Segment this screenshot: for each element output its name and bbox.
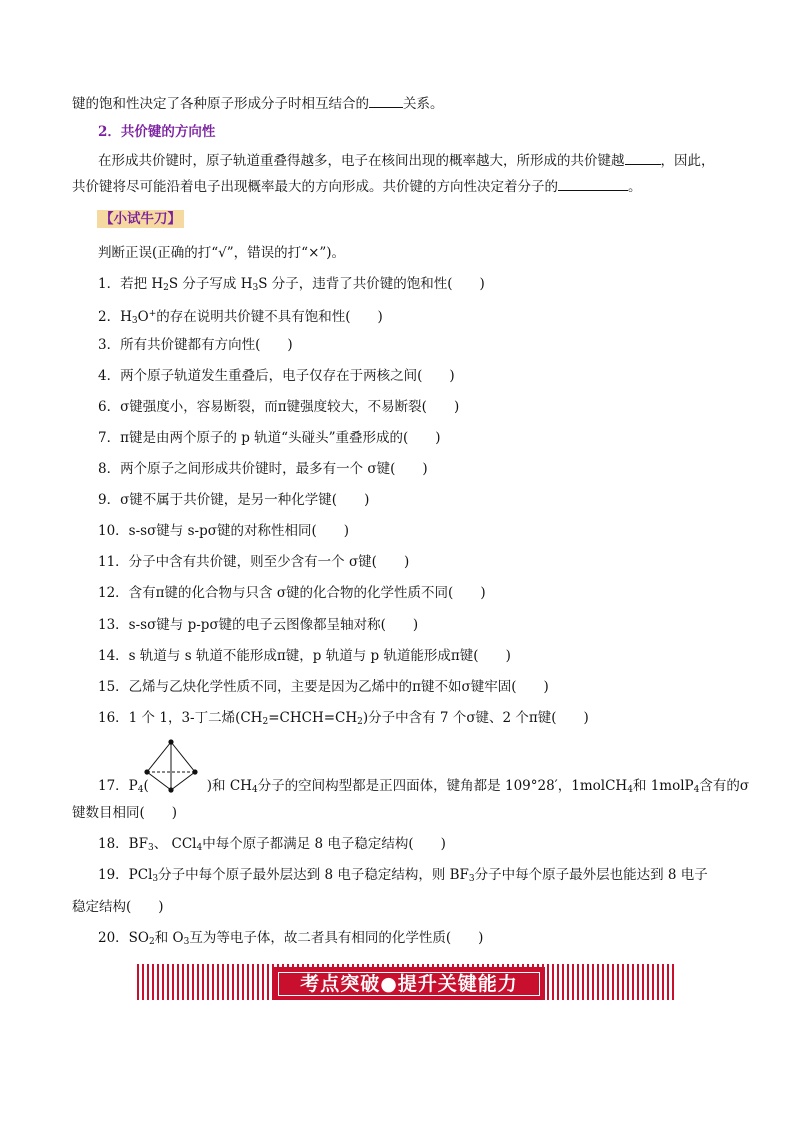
text-fragment: 。 <box>628 179 642 195</box>
text-fragment: ，因此， <box>660 153 715 169</box>
text-line <box>98 151 715 170</box>
question-item: 11．分子中含有共价键，则至少含有一个 σ键( ) <box>98 554 410 570</box>
question-item: 4．两个原子轨道发生重叠后，电子仅存在于两核之间( ) <box>98 368 455 384</box>
question-item: 6．σ键强度小，容易断裂，而π键强度较大，不易断裂( ) <box>98 399 460 415</box>
question-item: 9．σ键不属于共价键，是另一种化学键( ) <box>98 492 370 508</box>
answer-blank[interactable] <box>558 177 628 191</box>
text-line <box>72 177 642 196</box>
question-item-cont: 稳定结构( ) <box>72 899 164 915</box>
text-fragment: 在形成共价键时，原子轨道重叠得越多，电子在核间出现的概率越大，所形成的共价键越 <box>98 153 625 169</box>
question-item: 19．PCl$_3$分子中每个原子最外层达到 8 电子稳定结构，则 $BF_3$分子中每个原子最外层也能达到 8 电子 <box>98 867 708 884</box>
answer-blank[interactable] <box>625 151 661 165</box>
text-fragment: 键的饱和性决定了各种原子形成分子时相互结合的 <box>72 96 369 112</box>
section-banner <box>137 964 677 1000</box>
answer-blank[interactable] <box>369 94 403 108</box>
question-item: 15．乙烯与乙炔化学性质不同，主要是因为乙烯中的π键不如σ键牢固( ) <box>98 679 549 695</box>
question-item: 10．s-sσ键与 s-pσ键的对称性相同( ) <box>98 523 349 539</box>
question-item: 13．s-sσ键与 p-pσ键的电子云图像都呈轴对称( ) <box>98 617 419 633</box>
banner-label-box <box>273 967 545 1000</box>
question-item: 8．两个原子之间形成共价键时，最多有一个 σ键( ) <box>98 461 428 477</box>
question-item: 7．π键是由两个原子的 p 轨道“头碰头”重叠形成的( ) <box>98 430 441 446</box>
section-heading: 2．共价键的方向性 <box>98 124 216 140</box>
text-fragment: 关系。 <box>403 96 444 112</box>
question-item: 14．s 轨道与 s 轨道不能形成π键，p 轨道与 p 轨道能形成π键( ) <box>98 648 511 664</box>
instruction: 判断正误(正确的打“√”，错误的打“×”)。 <box>98 245 346 261</box>
section-tag: 【小试牛刀】 <box>97 210 184 228</box>
question-item: 16．1 个 1，3-丁二烯$(CH_2=CHCH=CH_2)$分子中含有 7 个σ键、2 个π键( ) <box>98 710 589 727</box>
banner-title: 考点突破●提升关键能力 <box>278 972 540 996</box>
text-line <box>72 94 444 113</box>
tetrahedron-figure <box>141 738 201 796</box>
text-fragment: 共价键将尽可能沿着电子出现概率最大的方向形成。共价键的方向性决定着分子的 <box>72 179 558 195</box>
question-item: 17．$P_4$( )和 $CH_4$分子的空间构型都是正四面体，键角都是 109°28′，1molCH$_4$和 1molP$_4$含有的σ <box>98 778 750 795</box>
question-item: 18．$BF_3$、 CCl$_4$中每个原子都满足 8 电子稳定结构( ) <box>98 836 446 853</box>
question-item: 2．$H_3O^+$的存在说明共价键不具有饱和性( ) <box>98 309 383 326</box>
question-item: 20．$SO_2$和 $O_3$互为等电子体，故二者具有相同的化学性质( ) <box>98 930 484 947</box>
question-item: 12．含有π键的化合物与只含 σ键的化合物的化学性质不同( ) <box>98 585 486 601</box>
question-item: 3．所有共价键都有方向性( ) <box>98 337 293 353</box>
question-item: 1．若把 $H_2S$ 分子写成 $H_3S$ 分子，违背了共价键的饱和性( ) <box>98 276 485 293</box>
question-item-cont: 键数目相同( ) <box>72 805 178 821</box>
